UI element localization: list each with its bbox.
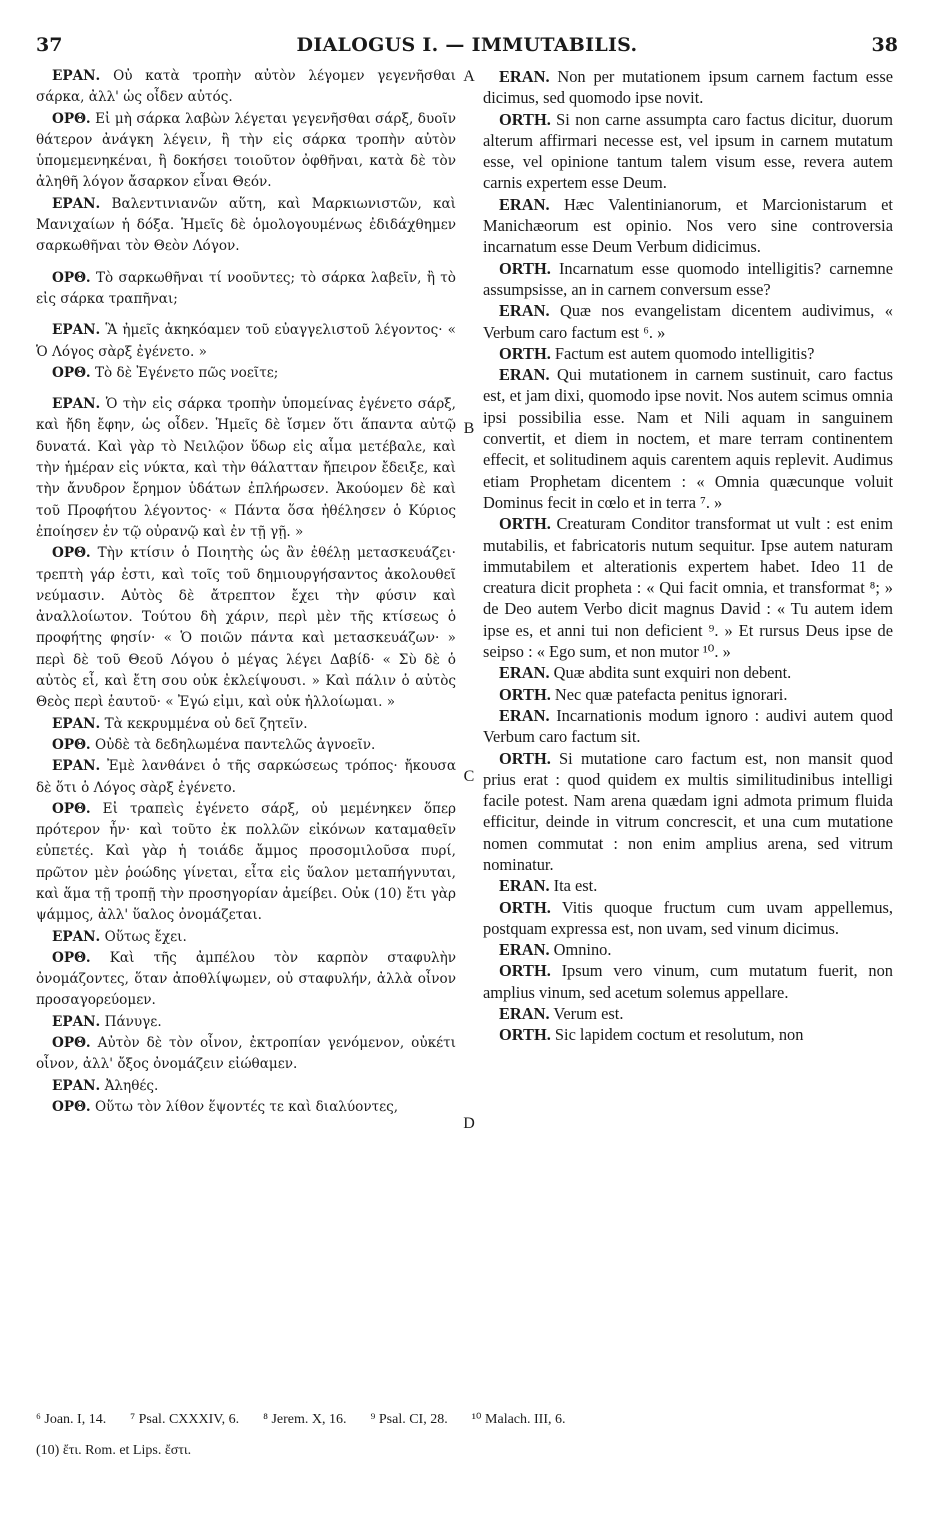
- footnotes: [36, 1411, 898, 1465]
- dialogue-text: Τὰ κεκρυμμένα οὐ δεῖ ζητεῖν.: [100, 715, 308, 732]
- speaker-label: ΕΡΑΝ.: [52, 1077, 101, 1094]
- dialogue-paragraph: [483, 748, 893, 876]
- dialogue-text: Ὁ τὴν εἰς σάρκα τροπὴν ὑπομείνας ἐγένετο σάρξ, καὶ ἤδη ἔφην, ὡς οἶδεν. Ἡμεῖς δὲ ἴσμεν ὅτι ἅπαντα αὐτῷ δυνατά. Καὶ γὰρ τὸ Νειλῷον ὕδωρ εἰς αἷμα μετέβαλε, καὶ τὴν ἡμέραν εἰς νύκτα, καὶ τὴν θάλατταν ἤπειρον ἔδειξε, καὶ τὴν ἄνυδρον ἔρημον ὑδάτων ἐπλήρωσεν. Ἀκούομεν δὲ καὶ τοῦ Προφήτου λέγοντος· « Πάντα ὅσα ἠθέλησεν ὁ Κύριος ἐποίησεν ἐν τῷ οὐρανῷ καὶ ἐν τῇ γῇ. »: [36, 396, 456, 540]
- running-title: DIALOGUS I. — IMMUTABILIS.: [296, 34, 638, 56]
- greek-column: [36, 66, 456, 1118]
- dialogue-text: Εἰ τραπεὶς ἐγένετο σάρξ, οὐ μεμένηκεν ὅπερ πρότερον ἦν· καὶ τοῦτο ἐκ πολλῶν εἰκόνων καταμαθεῖν εὐπετές. Καὶ γὰρ ἡ τοιάδε ἄμμος προσομιλοῦσα πυρί, πρῶτον μὲν ῥοώδης γίνεται, εἶτα εἰς ὕαλον μεταπήγνυται, καὶ ἅμα τῇ τροπῇ τὴν προσηγορίαν ἀμείβει. Οὐκ (10) ἔτι γὰρ ψάμμος, ἀλλ' ὕαλος ὀνομάζεται.: [36, 800, 456, 924]
- speaker-label: ERAN.: [499, 940, 550, 960]
- dialogue-text: Τὸ σαρκωθῆναι τί νοοῦντες; τὸ σάρκα λαβεῖν, ἢ τὸ εἰς σάρκα τραπῆναι;: [36, 269, 456, 307]
- latin-column: [483, 66, 893, 1046]
- dialogue-text: Omnino.: [549, 940, 612, 960]
- margin-letter-a: A: [463, 68, 475, 85]
- speaker-label: ΕΡΑΝ.: [52, 396, 101, 413]
- dialogue-text: Τὴν κτίσιν ὁ Ποιητὴς ὡς ἂν ἐθέλῃ μετασκευάζει· τρεπτὴ γάρ ἐστι, καὶ τοῖς τοῦ δημιουργήσαντος ἀκολουθεῖ νεύμασιν. Αὐτὸς δὲ ἄτρεπτον ἔχει τὴν φύσιν καὶ ἀναλλοίωτον. Τούτου δὴ χάριν, περὶ μὲν τῆς κτίσεως ὁ προφήτης φησίν· « Ὁ ποιῶν πάντα καὶ μετασκευάζων· » περὶ δὲ τοῦ Θεοῦ Λόγου ὁ μέγας λέγει Δαβίδ· « Σὺ δὲ ὁ αὐτὸς εἶ, καὶ ἔτη σου οὐκ ἐκλείψουσι. » Καὶ πάλιν ὁ αὐτὸς Θεὸς περὶ ἑαυτοῦ· « Ἐγώ εἰμι, καὶ οὐκ ἠλλοίωμαι. »: [36, 545, 456, 711]
- speaker-label: ERAN.: [499, 365, 550, 385]
- speaker-label: ΟΡΘ.: [52, 1098, 91, 1115]
- dialogue-paragraph: [36, 109, 456, 194]
- dialogue-paragraph: [483, 194, 893, 258]
- speaker-label: ERAN.: [499, 705, 550, 725]
- margin-letter-b: B: [463, 420, 475, 437]
- dialogue-text: Βαλεντινιανῶν αὕτη, καὶ Μαρκιωνιστῶν, καὶ Μανιχαίων ἡ δόξα. Ἡμεῖς δὲ ὁμολογουμένως ἐδιδάχθημεν σαρκωθῆναι τὸν Θεὸν Λόγον.: [36, 195, 456, 255]
- dialogue-paragraph: [483, 684, 893, 705]
- footnote-line-1: [36, 1411, 898, 1433]
- dialogue-text: Οὐδὲ τὰ δεδηλωμένα παντελῶς ἀγνοεῖν.: [90, 736, 376, 753]
- speaker-label: ΟΡΘ.: [52, 949, 91, 966]
- dialogue-text: Nec quæ patefacta penitus ignorari.: [550, 684, 788, 704]
- dialogue-text: Οὐ κατὰ τροπὴν αὐτὸν λέγομεν γεγενῆσθαι σάρκα, ἀλλ' ὡς οἶδεν αὐτός.: [36, 68, 456, 106]
- dialogue-paragraph: [36, 756, 456, 799]
- page-header: [36, 34, 898, 58]
- dialogue-paragraph: [36, 320, 456, 363]
- dialogue-text: Quæ nos evangelistam dicentem audivimus, « Verbum caro factum est ⁶. »: [483, 301, 893, 342]
- speaker-label: ΕΡΑΝ.: [52, 322, 101, 339]
- dialogue-paragraph: [36, 1076, 456, 1097]
- dialogue-paragraph: [36, 948, 456, 1012]
- dialogue-text: Τὸ δὲ Ἐγένετο πῶς νοεῖτε;: [90, 364, 279, 381]
- speaker-label: ORTH.: [499, 748, 551, 768]
- footnote-line-2: (10) ἔτι. Rom. et Lips. ἔστι.: [36, 1443, 192, 1458]
- speaker-label: ΟΡΘ.: [52, 1035, 91, 1052]
- footnote: ⁶ Joan. I, 14.: [36, 1412, 107, 1427]
- dialogue-paragraph: [483, 662, 893, 683]
- speaker-label: ERAN.: [499, 301, 550, 321]
- dialogue-paragraph: [483, 897, 893, 940]
- dialogue-text: Sic lapidem coctum et resolutum, non: [550, 1025, 804, 1045]
- dialogue-text: Incarnationis modum ignoro : audivi autem quod Verbum caro factum sit.: [483, 705, 893, 747]
- speaker-label: ORTH.: [499, 258, 551, 278]
- dialogue-paragraph: [36, 735, 456, 756]
- speaker-label: ERAN.: [499, 1004, 550, 1024]
- dialogue-paragraph: [36, 268, 456, 311]
- speaker-label: ORTH.: [499, 684, 551, 704]
- page-number-right: 38: [871, 34, 898, 56]
- speaker-label: ORTH.: [499, 961, 551, 981]
- dialogue-paragraph: [483, 705, 893, 748]
- dialogue-text: Si non carne assumpta caro factus dicitur, duorum alterum affirmari necesse est, vel ipsum in carnem mutatum esse, vel opinione tantum talem visum esse, revera autem carnis expertem esse Deum.: [483, 109, 893, 193]
- dialogue-text: Factum est autem quomodo intelligitis?: [550, 343, 815, 363]
- dialogue-paragraph: [36, 714, 456, 735]
- dialogue-paragraph: [483, 364, 893, 513]
- speaker-label: ΕΡΑΝ.: [52, 758, 101, 775]
- dialogue-text: Hæc Valentinianorum, et Marcionistarum et Manichæorum est opinio. Nos vero sine controversia incarnatum esse Deum Verbum didicimus.: [483, 194, 893, 257]
- dialogue-text: Ipsum vero vinum, cum mutatum fuerit, non amplius vinum, sed acetum solemus appellare.: [483, 961, 893, 1002]
- dialogue-paragraph: [36, 194, 456, 258]
- dialogue-paragraph: [36, 927, 456, 948]
- dialogue-text: Non per mutationem ipsum carnem factum esse dicimus, sed quomodo ipse novit.: [483, 67, 893, 108]
- dialogue-paragraph: [483, 939, 893, 960]
- speaker-label: ΕΡΑΝ.: [52, 715, 101, 732]
- dialogue-text: Ἐμὲ λανθάνει ὁ τῆς σαρκώσεως τρόπος· ἤκουσα δὲ ὅτι ὁ Λόγος σὰρξ ἐγένετο.: [36, 758, 456, 796]
- dialogue-paragraph: [483, 513, 893, 662]
- dialogue-paragraph: [36, 1012, 456, 1033]
- dialogue-paragraph: [483, 1003, 893, 1024]
- dialogue-text: Οὕτως ἔχει.: [100, 928, 187, 945]
- dialogue-paragraph: [483, 109, 893, 194]
- speaker-label: ΕΡΑΝ.: [52, 68, 101, 84]
- footnote: ¹⁰ Malach. III, 6.: [471, 1412, 566, 1427]
- speaker-label: ERAN.: [499, 67, 550, 86]
- speaker-label: ORTH.: [499, 1025, 551, 1045]
- dialogue-text: Incarnatum esse quomodo intelligitis? carnemne assumpsisse, an in carnem conversum esse?: [483, 258, 893, 299]
- speaker-label: ΟΡΘ.: [52, 736, 91, 753]
- speaker-label: ΕΡΑΝ.: [52, 928, 101, 945]
- speaker-label: ΕΡΑΝ.: [52, 195, 101, 212]
- dialogue-paragraph: [483, 343, 893, 364]
- dialogue-text: Ita est.: [549, 876, 598, 896]
- speaker-label: ORTH.: [499, 109, 551, 129]
- dialogue-paragraph: [36, 799, 456, 927]
- dialogue-text: Πάνυγε.: [100, 1013, 162, 1030]
- footnote: ⁹ Psal. CI, 28.: [370, 1412, 448, 1427]
- dialogue-paragraph: [483, 66, 893, 109]
- dialogue-text: Οὕτω τὸν λίθον ἕψοντές τε καὶ διαλύοντες,: [90, 1098, 399, 1115]
- dialogue-paragraph: [483, 300, 893, 343]
- dialogue-text: Si mutatione caro factum est, non mansit quod prius erat : quod quidem ex multis similitudinibus intelligi facile potest. Nam arena quædam igni admota primum fluida efficitur, deinde in vitrum concrescit, et una cum mutatione nomen commutat : non enim amplius arena, sed vitrum nominatur.: [483, 748, 893, 874]
- margin-letter-c: C: [463, 768, 475, 785]
- dialogue-paragraph: [483, 960, 893, 1003]
- dialogue-text: Αὐτὸν δὲ τὸν οἶνον, ἐκτροπίαν γενόμενον, οὐκέτι οἶνον, ἀλλ' ὄξος ὀνομάζειν εἰώθαμεν.: [36, 1035, 456, 1073]
- dialogue-paragraph: [483, 258, 893, 301]
- dialogue-paragraph: [36, 363, 456, 384]
- speaker-label: ERAN.: [499, 876, 550, 896]
- speaker-label: ΟΡΘ.: [52, 110, 91, 127]
- dialogue-text: Ἀληθές.: [100, 1077, 159, 1094]
- dialogue-paragraph: [36, 1033, 456, 1076]
- margin-letter-d: D: [463, 1115, 475, 1132]
- dialogue-paragraph: [483, 875, 893, 896]
- dialogue-text: Qui mutationem in carnem sustinuit, caro factus est, et jam dixi, quomodo ipse novit. Nos autem scimus omnia ipsi possibilia esse. Nam et Nili aquam in sanguinem convertit, et diem in noctem, et mare terram continentem effecit, et solitudinem aquis carentem aquis replevit. Audimus etiam Prophetam dicentem : « Omnia quæcunque voluit Dominus fecit in cœlo et in terra ⁷. »: [483, 365, 893, 512]
- speaker-label: ΕΡΑΝ.: [52, 1013, 101, 1030]
- dialogue-paragraph: [483, 1024, 893, 1045]
- dialogue-text: Εἰ μὴ σάρκα λαβὼν λέγεται γεγενῆσθαι σάρξ, δυοῖν θάτερον ἀνάγκη λέγειν, ἢ τὴν εἰς σάρκα τροπὴν αὐτὸν ὑπομεμενηκέναι, ἢ δοκήσει τοιοῦτον ὀφθῆναι, κατὰ δὲ τὸν ἀληθῆ λόγον ἄσαρκον εἶναι Θεόν.: [36, 110, 456, 191]
- speaker-label: ΟΡΘ.: [52, 800, 91, 817]
- dialogue-text: Verum est.: [549, 1004, 624, 1024]
- dialogue-paragraph: [36, 66, 456, 109]
- dialogue-paragraph: [36, 394, 456, 543]
- page-number-left: 37: [36, 34, 63, 56]
- dialogue-paragraph: [36, 1097, 456, 1118]
- speaker-label: ΟΡΘ.: [52, 545, 91, 562]
- footnote: ⁷ Psal. CXXXIV, 6.: [130, 1412, 240, 1427]
- speaker-label: ORTH.: [499, 514, 551, 534]
- speaker-label: ΟΡΘ.: [52, 269, 91, 286]
- speaker-label: ORTH.: [499, 343, 551, 363]
- dialogue-text: Vitis quoque fructum cum uvam appellemus, postquam expressa est, non uvam, sed vinum dicimus.: [483, 897, 893, 938]
- footnote: ⁸ Jerem. X, 16.: [263, 1412, 347, 1427]
- speaker-label: ORTH.: [499, 897, 551, 917]
- dialogue-text: Ἃ ἠμεῖς ἀκηκόαμεν τοῦ εὐαγγελιστοῦ λέγοντος· « Ὁ Λόγος σὰρξ ἐγένετο. »: [36, 322, 456, 360]
- dialogue-paragraph: [36, 543, 456, 713]
- dialogue-text: Quæ abdita sunt exquiri non debent.: [549, 663, 792, 683]
- speaker-label: ERAN.: [499, 663, 550, 683]
- dialogue-text: Καὶ τῆς ἀμπέλου τὸν καρπὸν σταφυλὴν ὀνομάζοντες, ὅταν ἀποθλίψωμεν, οὐ σταφυλήν, ἀλλὰ οἶνον προσαγορεύομεν.: [36, 949, 456, 1009]
- speaker-label: ERAN.: [499, 194, 550, 214]
- dialogue-text: Creaturam Conditor transformat ut vult : est enim mutabilis, et fabricatoris nutum sequitur. Ipse autem naturam immutabilem et alterationis expertem habet. Ideo 11 de creatura dicit propheta : « Qui facit omnia, et transformat ⁸; » de Deo autem Verbo dicit magnus David : « Tu autem idem ipse es, et anni tui non deficient ⁹. » Et rursus Deus ipse de seipso : « Ego sum, et non mutor ¹⁰. »: [483, 514, 893, 662]
- speaker-label: ΟΡΘ.: [52, 364, 91, 381]
